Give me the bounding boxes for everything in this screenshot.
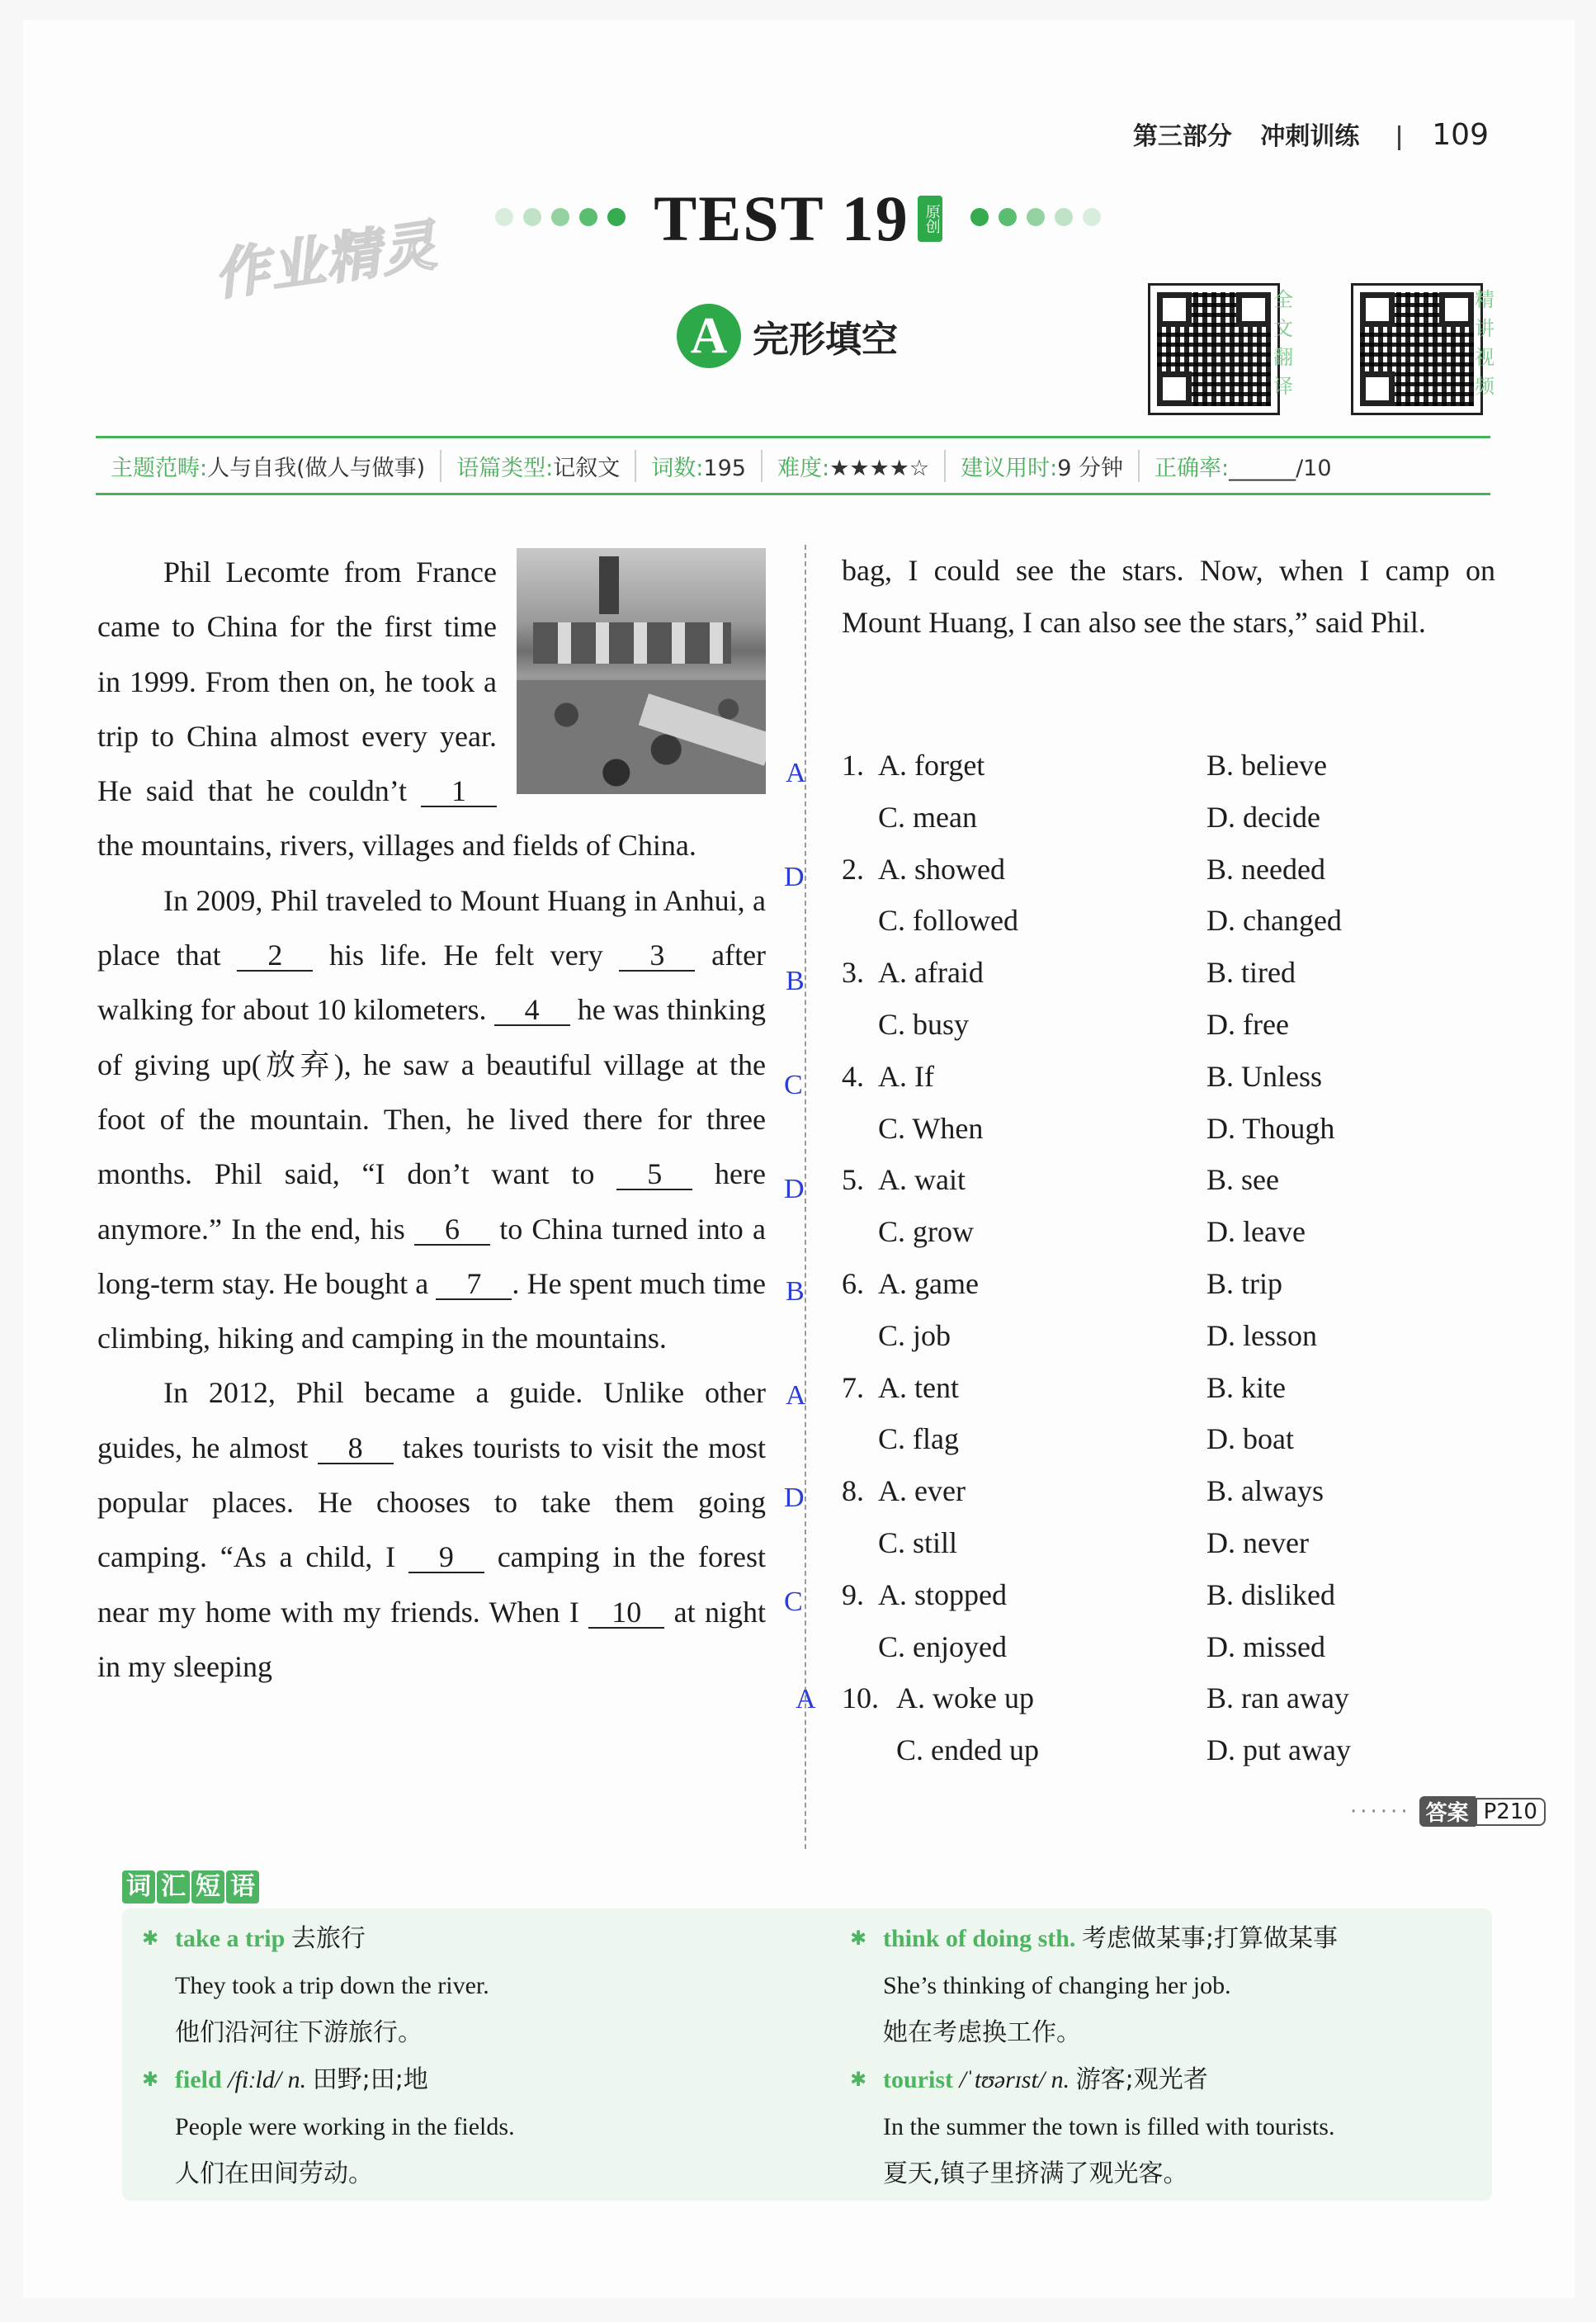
- passage-continuation: bag, I could see the stars. Now, when I camp on Mount Huang, I can also see the stars,” said Phil.: [842, 554, 1495, 640]
- cloze-passage: [97, 545, 766, 1694]
- answer-tag: 答案: [1419, 1796, 1476, 1827]
- option[interactable]: A. stopped: [878, 1577, 1007, 1611]
- option[interactable]: B. Unless: [1206, 1059, 1323, 1093]
- section-heading: [677, 304, 898, 368]
- header-divider: [1398, 125, 1400, 150]
- vocab-heading: 词 汇 短 语: [122, 1870, 261, 1903]
- paragraph-3: In 2012, Phil became a guide. Unlike other guides, he almost 8 takes tourists to visit the most popular places. He chooses to take them going camping. “As a child, I 9 camping in the forest near my home with my friends. When I 10 at night in my sleeping: [97, 1376, 767, 1683]
- option[interactable]: A. afraid: [878, 956, 984, 990]
- option[interactable]: A. If: [878, 1059, 934, 1093]
- question-4: 4. A. If B. Unless: [842, 1051, 1502, 1103]
- vocab-entry-field: ✱ field /fiːld/ n. 田野;田;地: [142, 2065, 428, 2094]
- info-time: 建议用时:9 分钟: [946, 450, 1140, 482]
- option[interactable]: C. mean: [878, 800, 977, 834]
- blank-6[interactable]: 6: [414, 1214, 490, 1246]
- info-genre: 语篇类型:记叙文: [441, 450, 636, 482]
- handwritten-answer-10: A: [796, 1684, 816, 1714]
- option[interactable]: D. boat: [1206, 1422, 1294, 1456]
- qr-code-translation[interactable]: [1150, 286, 1277, 413]
- option[interactable]: D. lesson: [1206, 1318, 1317, 1352]
- option[interactable]: B. ran away: [1206, 1681, 1349, 1715]
- option[interactable]: D. changed: [1206, 904, 1342, 938]
- option[interactable]: B. tired: [1206, 956, 1296, 990]
- question-3: 3. A. afraid B. tired: [842, 947, 1502, 999]
- blank-5[interactable]: 5: [616, 1159, 692, 1190]
- page-number: 109: [1432, 118, 1489, 152]
- option[interactable]: C. grow: [878, 1215, 974, 1249]
- option[interactable]: C. followed: [878, 904, 1018, 938]
- column-divider: [805, 545, 806, 1849]
- option[interactable]: C. job: [878, 1318, 951, 1352]
- left-dots: [490, 208, 630, 230]
- section-label: 完形填空: [753, 319, 898, 361]
- option[interactable]: B. needed: [1206, 852, 1325, 886]
- option[interactable]: D. leave: [1206, 1215, 1306, 1249]
- blank-9[interactable]: 9: [408, 1542, 484, 1573]
- option[interactable]: C. When: [878, 1111, 984, 1145]
- option[interactable]: C. busy: [878, 1007, 970, 1041]
- option[interactable]: A. forget: [878, 749, 985, 782]
- option[interactable]: D. never: [1206, 1525, 1309, 1559]
- question-6: 6. A. game B. trip: [842, 1258, 1502, 1310]
- option[interactable]: A. ever: [878, 1474, 966, 1508]
- watermark-logo: 作业精灵: [210, 213, 441, 308]
- info-difficulty: 难度:★★★★☆: [763, 450, 946, 482]
- info-accuracy: 正确率:______/10: [1154, 455, 1332, 481]
- answer-page: P210: [1476, 1798, 1546, 1826]
- header-section: 第三部分: [1132, 122, 1232, 151]
- option[interactable]: C. flag: [878, 1422, 959, 1456]
- option[interactable]: B. believe: [1206, 749, 1327, 782]
- option[interactable]: D. decide: [1206, 800, 1320, 834]
- question-1: 1. A. forget B. believe: [842, 740, 1502, 792]
- handwritten-answer-2: D: [784, 862, 805, 892]
- qr-code-video[interactable]: [1353, 286, 1480, 413]
- handwritten-answer-6: B: [786, 1276, 805, 1307]
- option[interactable]: B. disliked: [1206, 1577, 1336, 1611]
- section-letter: A: [677, 304, 741, 368]
- option[interactable]: A. game: [878, 1266, 979, 1300]
- handwritten-answer-1: A: [786, 758, 806, 788]
- header-subsection: 冲刺训练: [1260, 122, 1360, 151]
- option[interactable]: B. see: [1206, 1163, 1279, 1197]
- blank-3[interactable]: 3: [619, 940, 695, 972]
- vocab-entry-think-of: ✱ think of doing sth. 考虑做某事;打算做某事: [850, 1924, 1339, 1953]
- info-bar: [96, 436, 1490, 495]
- original-badge: 原创: [918, 196, 942, 242]
- qr-label-translation: 全文翻译: [1273, 288, 1293, 398]
- question-5: 5. A. wait B. see: [842, 1154, 1502, 1206]
- option[interactable]: D. missed: [1206, 1629, 1325, 1663]
- option[interactable]: A. tent: [878, 1370, 959, 1404]
- info-theme: 主题范畴:人与自我(做人与做事): [96, 450, 441, 482]
- handwritten-answer-9: C: [784, 1587, 803, 1617]
- option[interactable]: C. still: [878, 1525, 958, 1559]
- question-2: 2. A. showed B. needed: [842, 844, 1502, 896]
- paragraph-2: In 2009, Phil traveled to Mount Huang in Anhui, a place that 2 his life. He felt very 3 after walking for about 10 kilometers. 4 he was thinking of giving up(放弃), he saw a beautiful village at the foot of the mountain. Then, he lived there for three months. Phil said, “I don’t want to 5 here anymore.” In the end, his 6 to China turned into a long-term stay. He bought a 7 . He spent much time climbing, hiking and camping in the mountains.: [97, 883, 767, 1355]
- test-title: [0, 182, 1596, 256]
- blank-2[interactable]: 2: [237, 940, 313, 972]
- info-word-count: 词数:195: [636, 450, 763, 482]
- option[interactable]: B. kite: [1206, 1370, 1286, 1404]
- option[interactable]: C. ended up: [896, 1733, 1039, 1767]
- answer-page-ref[interactable]: ······ 答案 P210: [1350, 1796, 1546, 1827]
- vocab-entry-tourist: ✱ tourist /ˈtʊərɪst/ n. 游客;观光者: [850, 2065, 1208, 2094]
- question-10: 10. A. woke up B. ran away: [842, 1672, 1502, 1724]
- running-header: [1133, 116, 1489, 152]
- option[interactable]: A. showed: [878, 852, 1005, 886]
- village-photo: [517, 548, 766, 794]
- vocab-entry-take-a-trip: ✱ take a trip 去旅行: [142, 1924, 366, 1953]
- vocab-column-left: ✱ take a trip 去旅行 They took a trip down the river. 他们沿河往下游旅行。 ✱ field /fiːld/ n. 田野;田;地 People were working in the fields. 人们在田间劳动。: [175, 1915, 802, 2197]
- handwritten-answer-7: A: [786, 1380, 806, 1411]
- option[interactable]: B. always: [1206, 1474, 1324, 1508]
- vocab-column-right: ✱ think of doing sth. 考虑做某事;打算做某事 She’s thinking of changing her job. 她在考虑换工作。 ✱ tourist /ˈtʊərɪst/ n. 游客;观光者 In the summer the town is filled with tourists. 夏天,镇子里挤满了观光客。: [883, 1915, 1510, 2197]
- blank-1[interactable]: 1: [421, 776, 497, 807]
- option[interactable]: D. put away: [1206, 1733, 1351, 1767]
- blank-8[interactable]: 8: [318, 1433, 394, 1464]
- question-8: 8. A. ever B. always: [842, 1465, 1502, 1517]
- handwritten-answer-5: D: [784, 1174, 805, 1204]
- option[interactable]: A. wait: [878, 1163, 966, 1197]
- options-list: [842, 740, 1502, 1776]
- question-9: 9. A. stopped B. disliked: [842, 1569, 1502, 1621]
- question-7: 7. A. tent B. kite: [842, 1362, 1502, 1414]
- blank-7[interactable]: 7: [436, 1269, 512, 1300]
- option[interactable]: A. woke up: [896, 1681, 1034, 1715]
- blank-10[interactable]: 10: [588, 1597, 664, 1629]
- handwritten-answer-8: D: [784, 1483, 805, 1513]
- option[interactable]: B. trip: [1206, 1266, 1283, 1300]
- handwritten-answer-4: C: [784, 1070, 803, 1100]
- title-text: TEST 19: [654, 182, 909, 254]
- qr-label-video: 精讲视频: [1475, 288, 1494, 398]
- right-dots: [966, 208, 1106, 230]
- option[interactable]: C. enjoyed: [878, 1629, 1007, 1663]
- option[interactable]: D. Though: [1206, 1111, 1335, 1145]
- paragraph-1: Phil Lecomte from France came to China for the first time in 1999. From then on, he took a trip to China almost every year. He said that he couldn’t 1 the mountains, rivers, villages and fields of China.: [97, 556, 696, 863]
- handwritten-answer-3: B: [786, 966, 805, 996]
- blank-4[interactable]: 4: [494, 995, 570, 1026]
- option[interactable]: D. free: [1206, 1007, 1289, 1041]
